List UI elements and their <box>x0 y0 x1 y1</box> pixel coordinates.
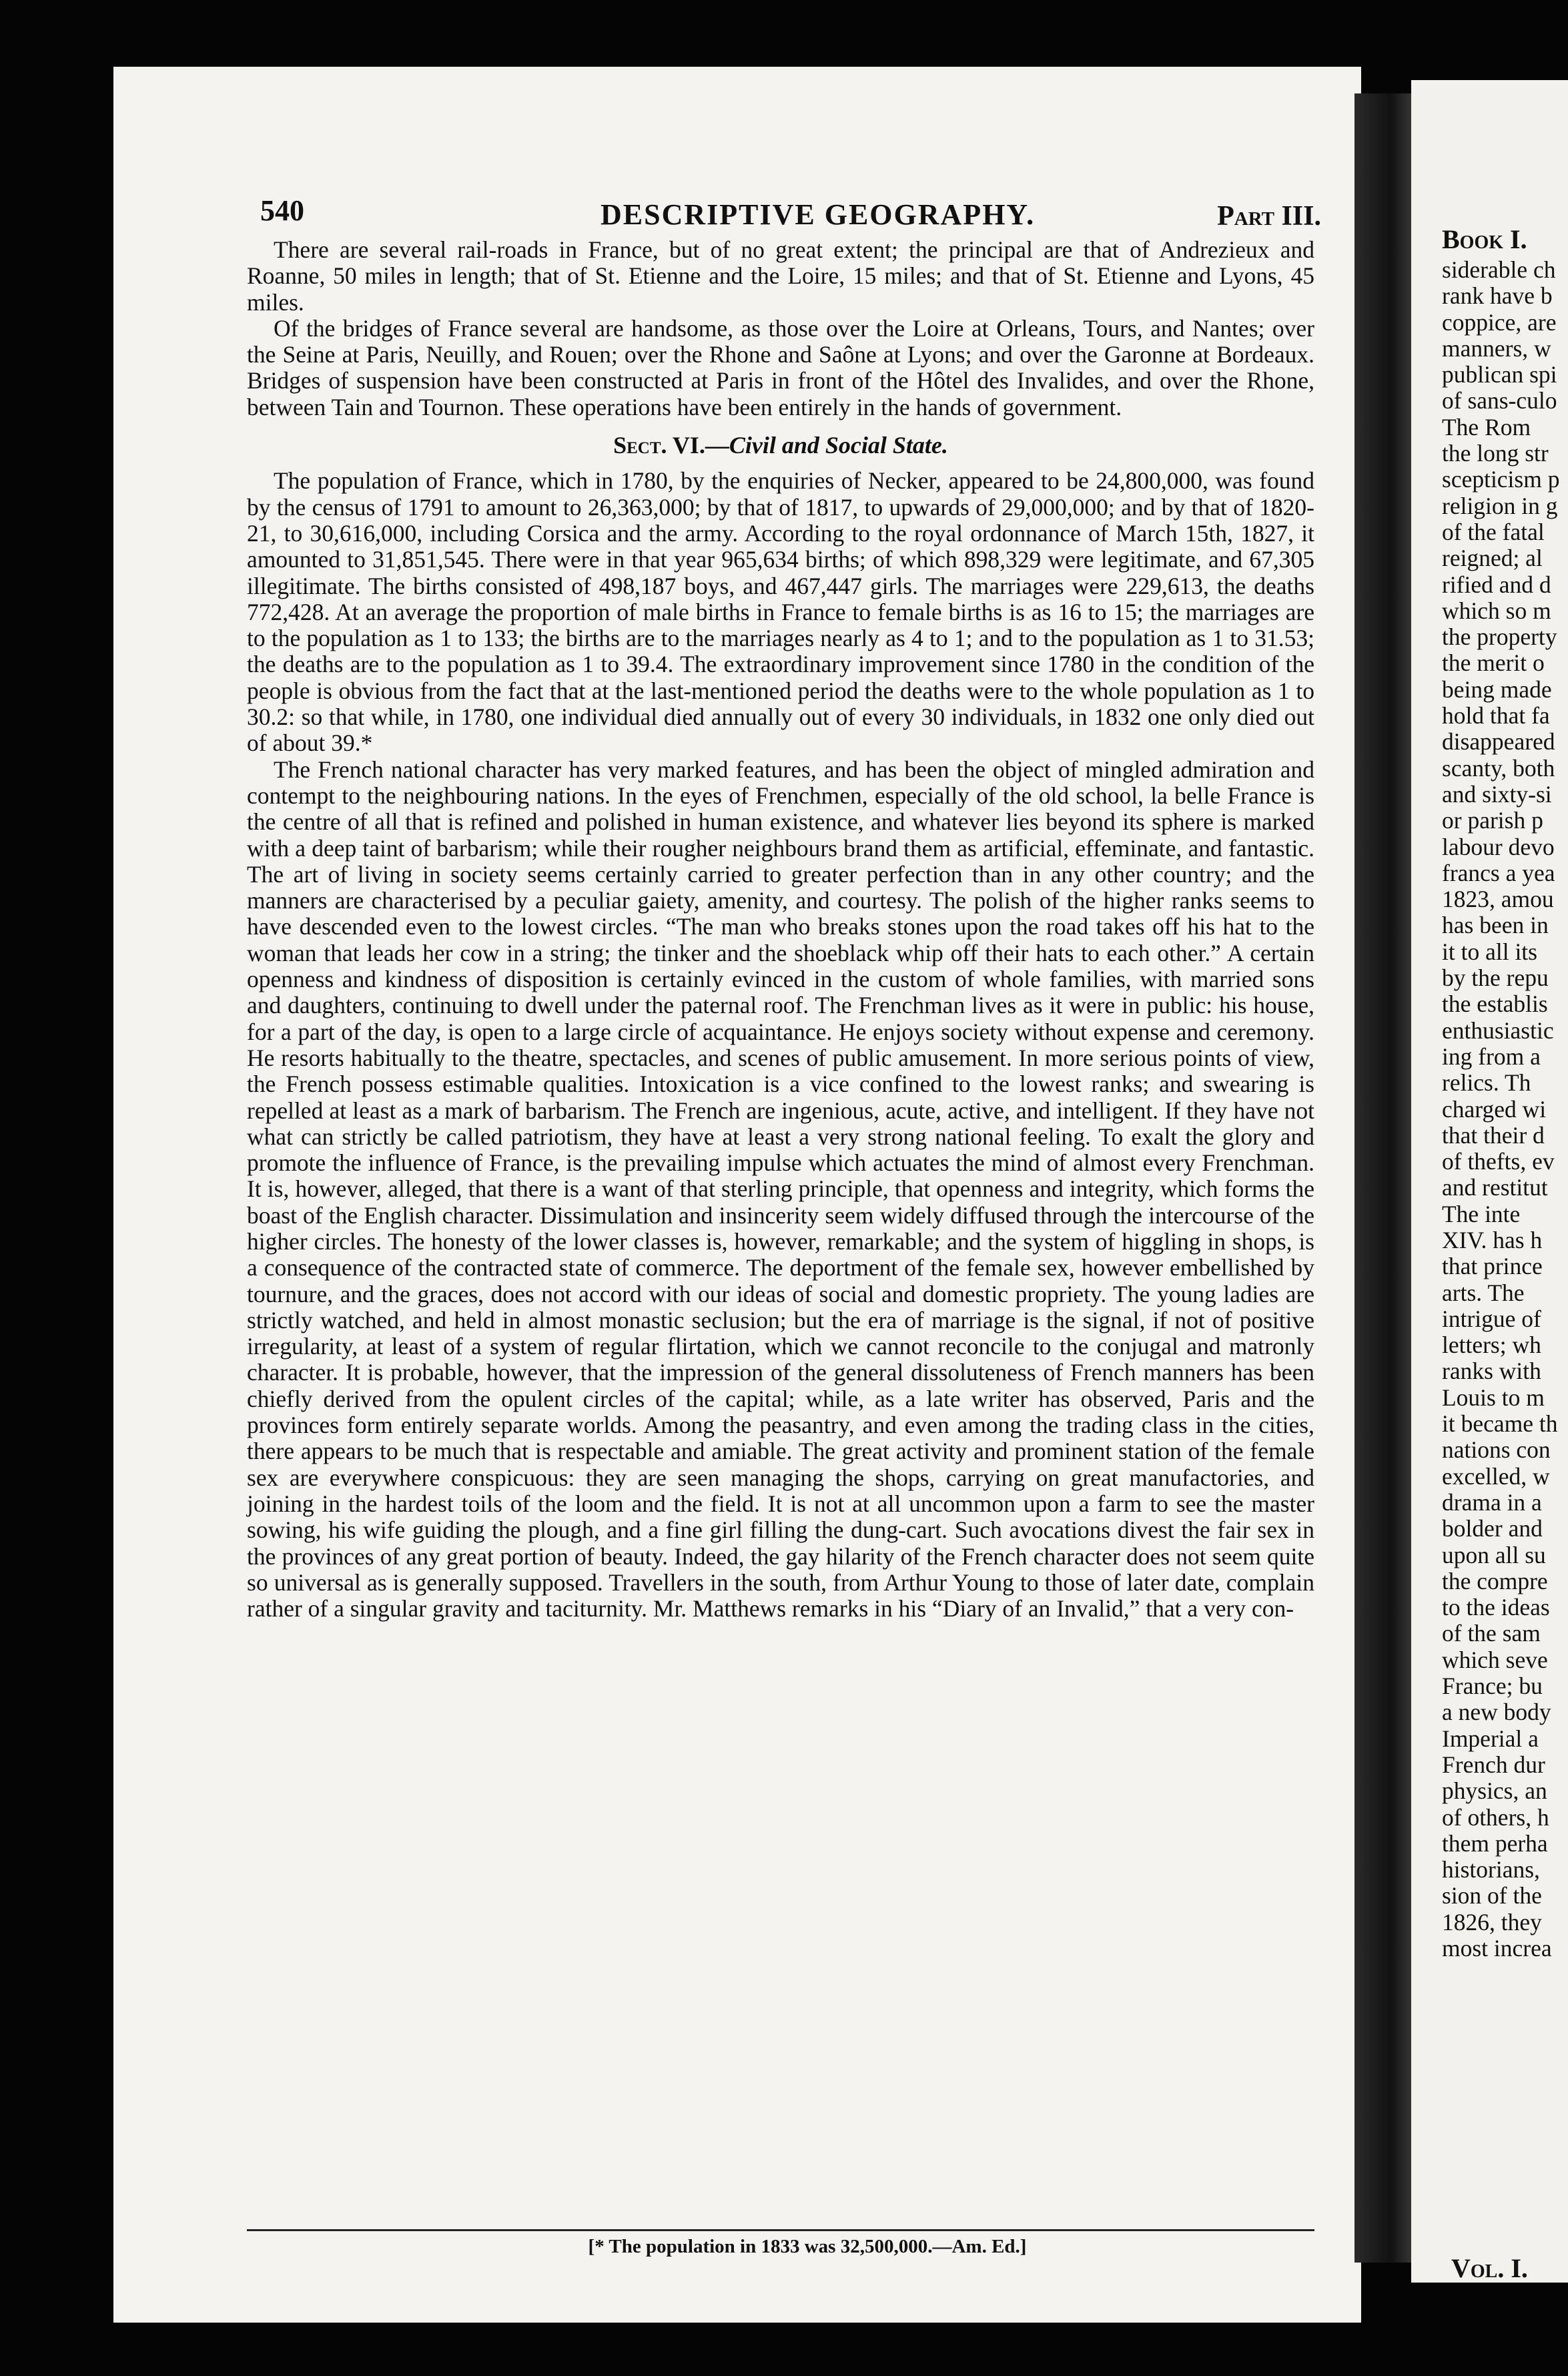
right-page <box>1411 80 1568 2283</box>
right-page-line: scepticism p <box>1442 466 1560 493</box>
right-page-line: historians, <box>1442 1856 1540 1883</box>
right-page-line: religion in g <box>1442 492 1558 519</box>
right-page-line: arts. The <box>1442 1279 1525 1306</box>
right-page-line: The inte <box>1442 1200 1521 1227</box>
right-page-line: rified and d <box>1442 571 1551 598</box>
right-page-line: that their d <box>1442 1121 1545 1149</box>
right-page-line: or parish p <box>1442 807 1543 834</box>
part-label: Part III. <box>1217 201 1321 232</box>
right-page-line: 1826, they <box>1442 1908 1542 1936</box>
right-page-line: ing from a <box>1442 1043 1541 1070</box>
section-label: Sect. VI.— <box>613 432 729 459</box>
right-page-line: it became th <box>1442 1410 1558 1438</box>
right-page-line: the establis <box>1442 990 1548 1018</box>
right-page-line: scanty, both <box>1442 754 1555 782</box>
footnote: [* The population in 1833 was 32,500,000.—Am. Ed.] <box>588 2236 1027 2257</box>
right-page-line: physics, an <box>1442 1777 1547 1805</box>
right-page-line: intrigue of <box>1442 1305 1541 1332</box>
footnote-rule <box>247 2229 1314 2231</box>
right-page-text <box>1442 257 1568 1962</box>
right-page-line: Imperial a <box>1442 1725 1539 1752</box>
book-gutter <box>1354 93 1415 2263</box>
right-page-line: most increa <box>1442 1935 1552 1962</box>
right-page-line: reigned; al <box>1442 545 1543 572</box>
right-page-line: The Rom <box>1442 413 1531 440</box>
right-page-line: the merit o <box>1442 649 1545 677</box>
page-body <box>247 237 1314 1622</box>
right-page-line: of others, h <box>1442 1803 1549 1831</box>
right-page-line: XIV. has h <box>1442 1226 1543 1253</box>
right-page-line: labour devo <box>1442 833 1555 860</box>
page-number: 540 <box>260 194 304 227</box>
running-head: DESCRIPTIVE GEOGRAPHY. <box>601 198 1036 231</box>
right-page-line: drama in a <box>1442 1488 1542 1516</box>
right-page-line: by the repu <box>1442 964 1549 992</box>
right-page-line: upon all su <box>1442 1541 1546 1568</box>
right-page-line: coppice, are <box>1442 308 1557 336</box>
right-page-line: sion of the <box>1442 1882 1542 1909</box>
right-page-line: Louis to m <box>1442 1384 1545 1411</box>
right-page-line: and sixty-si <box>1442 780 1552 808</box>
right-page-line: of the fatal <box>1442 518 1545 545</box>
right-page-line: ranks with <box>1442 1358 1541 1385</box>
right-page-line: of sans-culo <box>1442 387 1557 414</box>
right-page-line: the property <box>1442 623 1557 651</box>
right-page-line: charged wi <box>1442 1095 1547 1123</box>
right-page-line: excelled, w <box>1442 1462 1550 1490</box>
right-page-line: publican spi <box>1442 361 1557 388</box>
section-heading <box>247 432 1314 459</box>
right-page-line: of thefts, ev <box>1442 1148 1555 1175</box>
paragraph-national-character: The French national character has very marked features, and has been the object of mingled admiration and contempt to the neighbouring nations. In the eyes of Frenchmen, especially of the old school, la belle France is the centre of all that is refined and polished in human existence, and whatever lies beyond its sphere is marked with a deep taint of barbarism; while their rougher neighbours brand them as artificial, effeminate, and fantastic. The art of living in society seems certainly carried to greater perfection than in any other country; and the manners are characterised by a peculiar gaiety, amenity, and courtesy. The polish of the higher ranks seems to have descended even to the lowest circles. “The man who breaks stones upon the road takes off his hat to the woman that leads her cow in a string; the tinker and the shoeblack whip off their hats to each other.” A certain openness and kindness of disposition is certainly evinced in the custom of whole families, with married sons and daughters, continuing to dwell under the paternal roof. The Frenchman lives as it were in public: his house, for a part of the day, is open to a large circle of acquaintance. He enjoys society without expense and ceremony. He resorts habitually to the theatre, spectacles, and scenes of public amusement. In more serious points of view, the French possess estimable qualities. Intoxication is a vice confined to the lowest ranks; and swearing is repelled at least as a mark of barbarism. The French are ingenious, acute, active, and intelligent. If they have not what can strictly be called patriotism, they have at least a very strong national feeling. To exalt the glory and promote the influence of France, is the prevailing impulse which actuates the mind of almost every Frenchman. It is, however, alleged, that there is a want of that sterling principle, that openness and integrity, which forms the boast of the English character. Dissimulation and insincerity seem widely diffused through the intercourse of the higher circles. The honesty of the lower classes is, however, remarkable; and the system of higgling in shops, is a consequence of the contracted state of commerce. The deportment of the female sex, however embellished by tournure, and the graces, does not accord with our ideas of social and domestic propriety. The young ladies are strictly watched, and held in almost monastic seclusion; but the era of marriage is the signal, if not of positive irregularity, at least of a system of regular flirtation, which we cannot reconcile to the conjugal and matronly character. It is probable, however, that the impression of the general dissoluteness of French manners has been chiefly derived from the opulent circles of the capital; while, as a late writer has observed, Paris and the provinces form entirely separate worlds. Among the peasantry, and even among the trading class in the cities, there appears to be much that is respectable and amiable. The great activity and prominent station of the female sex are everywhere conspicuous: they are seen managing the shops, carrying on great manufactories, and joining in the hardest toils of the loom and the field. It is not at all uncommon upon a farm to see the master sowing, his wife guiding the plough, and a fine girl filling the dung-cart. Such avocations divest the fair sex in the provinces of any great portion of beauty. Indeed, the gay hilarity of the French character does not seem quite so universal as is generally supposed. Travellers in the south, from Arthur Young to those of later date, complain rather of a singular gravity and taciturnity. Mr. Matthews remarks in his “Diary of an Invalid,” that a very con- <box>247 756 1314 1622</box>
paragraph-population: The population of France, which in 1780, by the enquiries of Necker, appeared to be 24,800,000, was found by the census of 1791 to amount to 26,363,000; by that of 1817, to upwards of 29,000,000; and by that of 1820-21, to 30,616,000, including Corsica and the army. According to the royal ordonnance of March 15th, 1827, it amounted to 31,851,545. There were in that year 965,634 births; of which 898,329 were legitimate, and 67,305 illegitimate. The births consisted of 498,187 boys, and 467,447 girls. The marriages were 229,613, the deaths 772,428. At an average the proportion of male births in France to female births is as 16 to 15; the marriages are to the population as 1 to 133; the births are to the marriages nearly as 4 to 1; and to the population as 1 to 31.53; the deaths are to the population as 1 to 39.4. The extraordinary improvement since 1780 in the condition of the people is obvious from the fact that at the last-mentioned period the deaths were to the whole population as 1 to 30.2: so that while, in 1780, one individual died annually out of every 30 individuals, in 1832 one only died out of about 39.* <box>247 467 1314 757</box>
right-page-line: a new body <box>1442 1699 1551 1726</box>
right-page-line: the long str <box>1442 440 1549 467</box>
right-page-line: francs a yea <box>1442 859 1555 886</box>
right-page-line: manners, w <box>1442 334 1551 362</box>
right-page-line: nations con <box>1442 1436 1551 1464</box>
right-page-line: French dur <box>1442 1751 1545 1778</box>
right-page-line: bolder and <box>1442 1515 1543 1542</box>
right-running-head: Book I. <box>1442 224 1527 254</box>
right-page-line: which seve <box>1442 1646 1548 1673</box>
right-page-line: the compre <box>1442 1567 1548 1594</box>
right-page-line: to the ideas <box>1442 1594 1550 1621</box>
paragraph-bridges: Of the bridges of France several are handsome, as those over the Loire at Orleans, Tours, and Nantes; over the Seine at Paris, Neuilly, and Rouen; over the Rhone and Saône at Lyons; and over the Garonne at Bordeaux. Bridges of suspension have been constructed at Paris in front of the Hôtel des Invalides, and over the Rhone, between Tain and Tournon. These operations have been entirely in the hands of government. <box>247 314 1314 420</box>
right-page-line: disappeared <box>1442 728 1555 756</box>
paragraph-railroads: There are several rail-roads in France, but of no great extent; the principal are that of Andrezieux and Roanne, 50 miles in length; that of St. Etienne and the Loire, 15 miles; and that of St. Etienne and Lyons, 45 miles. <box>247 236 1314 316</box>
right-page-line: relics. Th <box>1442 1069 1531 1097</box>
right-page-line: them perha <box>1442 1829 1548 1857</box>
right-page-line: has been in <box>1442 912 1549 939</box>
right-page-line: France; bu <box>1442 1673 1543 1700</box>
right-page-line: and restitut <box>1442 1174 1548 1201</box>
right-page-line: of the sam <box>1442 1620 1541 1647</box>
right-page-line: 1823, amou <box>1442 886 1554 913</box>
right-page-line: being made <box>1442 675 1552 703</box>
right-page-line: rank have b <box>1442 282 1553 310</box>
right-page-signature: Vol. I. <box>1451 2253 1528 2283</box>
right-page-line: letters; wh <box>1442 1331 1541 1359</box>
right-page-line: enthusiastic <box>1442 1016 1554 1044</box>
right-page-line: which so m <box>1442 597 1551 624</box>
right-page-line: siderable ch <box>1442 256 1556 283</box>
right-page-line: it to all its <box>1442 938 1537 965</box>
section-title: Civil and Social State. <box>729 432 948 459</box>
right-page-line: hold that fa <box>1442 702 1550 729</box>
right-page-line: that prince <box>1442 1253 1543 1280</box>
